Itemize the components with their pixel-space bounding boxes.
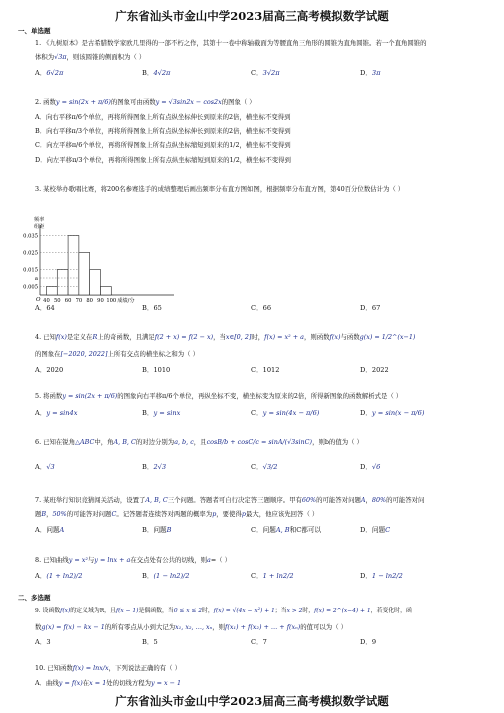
- q4-option-d[interactable]: D．2022: [360, 366, 389, 374]
- q2-option-b[interactable]: B．向右平移π/3个单位，再将所得图象上所有点纵坐标伸长到原来的2倍，横坐标不变得到: [35, 127, 291, 135]
- histogram-bar: [100, 287, 111, 296]
- q1-line-2: 体积为√3π，则该圆锥的侧面积为（ ）: [35, 53, 146, 61]
- q7-line-1: 7. 某班举行知识竞猜闯关活动，设置了A, B, C三个问题。答题者可自行决定答三题顺序。甲有60%的可能答对问题A，80%的可能答对问: [35, 496, 425, 504]
- q4-line-1: 4. 已知f(x)是定义在R上的奇函数，且满足f(2 + x) = f(2 − x)，当x∈[0, 2]时，f(x) = x² + a，则函数f(x)与函数g(x) = 1/2^(x−1): [35, 333, 416, 341]
- origin-label: O: [36, 297, 41, 303]
- x-axis-label: 成绩/分: [117, 298, 135, 304]
- q2-option-a[interactable]: A．向右平移π/6个单位，再将所得图象上所有点纵坐标伸长到原来的2倍，横坐标不变得到: [35, 113, 291, 121]
- x-tick-label: 100: [106, 298, 117, 304]
- q1-line-1: 1. 《九树原本》是古希腊数学家欧几里得的一部不朽之作，其第十一卷中称轴截面为等腰直角三角形的圆锥为直角圆锥。若一个直角圆锥的: [35, 39, 427, 47]
- q4-option-c[interactable]: C．1012: [251, 366, 280, 374]
- x-tick-label: 90: [97, 298, 104, 304]
- q5-option-b[interactable]: B．y = sinx: [142, 409, 181, 417]
- y-axis-label-bottom: 组距: [34, 224, 45, 230]
- q8-option-d[interactable]: D．1 − ln2/2: [360, 572, 403, 580]
- q6-stem: 6. 已知在锐角△ABC中，角A, B, C的对边分别为a, b, c，且cosB/b + cosC/c = sinA/(√3sinC)，则b的值为（ ）: [35, 438, 363, 446]
- q7-option-a[interactable]: A．问题A: [35, 526, 65, 534]
- q9-option-c[interactable]: C．7: [251, 638, 267, 646]
- q3-option-c[interactable]: C．66: [251, 304, 272, 312]
- q6-option-b[interactable]: B．2√3: [142, 463, 167, 471]
- q2-option-c[interactable]: C．向左平移π/6个单位，再将所得图象上所有点纵坐标缩短到原来的1/2，横坐标不变得到: [35, 141, 291, 149]
- q4-option-a[interactable]: A．2020: [35, 366, 64, 374]
- q3-option-b[interactable]: B．65: [142, 304, 162, 312]
- y-axis-label-top: 频率: [34, 217, 45, 223]
- q9-option-d[interactable]: D．9: [360, 638, 377, 646]
- histogram-chart: [23, 217, 184, 304]
- q2-stem: 2. 函数y = sin(2x + π/6)的图象可由函数y = √3sin2x − cos2x的图象（ ）: [35, 98, 256, 106]
- q3-option-d[interactable]: D．67: [360, 304, 381, 312]
- q1-option-b[interactable]: B．4√2π: [142, 69, 171, 77]
- q9-line-2: 数g(x) = f(x) − kx − 1的所有零点从小到大记为x₁, x₂, …, xₙ，则f(x₁) + f(x₂) + … + f(xₙ)的值可以为（ ）: [35, 623, 348, 631]
- x-tick-label: 80: [86, 298, 93, 304]
- q9-line-1: 9. 设函数f(x)的定义域为R，且f(x − 1)是偶函数，当0 ≤ x ≤ 2时，f(x) = √(4x − x²) + 1；当x > 2时，f(x) = 2^(x−4) + 1，若变化时，函: [35, 608, 412, 614]
- histogram-bar: [57, 270, 68, 296]
- x-tick-label: 60: [64, 298, 72, 304]
- page-title: 广东省汕头市金山中学2023届高三高考模拟数学试题: [115, 9, 389, 23]
- y-tick-label: 0.025: [23, 250, 38, 257]
- q9-option-a[interactable]: A．3: [35, 638, 51, 646]
- q5-option-c[interactable]: C．y = sin(4x − π/6): [251, 409, 320, 417]
- section-heading-single-choice: 一、单选题: [18, 27, 51, 35]
- y-tick-label: 0.035: [23, 233, 38, 240]
- histogram-bar: [79, 253, 90, 296]
- x-tick-label: 70: [75, 298, 83, 304]
- section-heading-multi-choice: 二、多选题: [18, 594, 51, 602]
- q7-option-b[interactable]: B．问题B: [142, 526, 172, 534]
- q1-option-a[interactable]: A．6√2π: [35, 69, 64, 77]
- q3-option-a[interactable]: A．64: [35, 304, 55, 312]
- q3-stem: 3. 某校举办歌唱比赛，将200名参赛选手的成绩整理后画出频率分布直方图如图，根据频率分布直方图，第40百分位数估计为（ ）: [35, 185, 405, 193]
- q7-line-2: 题B，50%的可能答对问题C。记答题者连续答对两题的概率为p，要使得p最大，他应该先回答（ ）: [35, 510, 319, 518]
- q5-option-d[interactable]: D．y = sin(x − π/6): [360, 409, 425, 417]
- histogram-bar: [46, 287, 57, 296]
- q2-option-d[interactable]: D．向左平移π/3个单位，再将所得图象上所有点纵坐标缩短到原来的1/2，横坐标不变得到: [35, 156, 291, 164]
- q1-option-d[interactable]: D．3π: [360, 69, 381, 77]
- q5-stem: 5. 将函数y = sin(2x + π/6)的图象向右平移π/6个单位，再纵坐标不变，横坐标变为原来的2倍，所得新图象的函数解析式是（ ）: [35, 392, 403, 400]
- q8-option-a[interactable]: A．(1 + ln2)/2: [35, 572, 83, 580]
- y-tick-label: 0.015: [23, 267, 38, 274]
- x-tick-label: 40: [43, 298, 50, 304]
- page-footer-title: 广东省汕头市金山中学2023届高三高考模拟数学试题: [115, 694, 389, 708]
- x-tick-label: 50: [53, 298, 61, 304]
- q6-option-c[interactable]: C．√3/2: [251, 463, 278, 471]
- histogram-bar: [90, 270, 101, 296]
- q6-option-a[interactable]: A．√3: [35, 463, 55, 471]
- q4-option-b[interactable]: B．1010: [142, 366, 171, 374]
- q7-option-c[interactable]: C．问题A, B和C都可以: [251, 526, 322, 534]
- q9-option-b[interactable]: B．5: [142, 638, 158, 646]
- q6-option-d[interactable]: D．√6: [360, 463, 381, 471]
- y-tick-label: 0.005: [23, 284, 38, 291]
- q8-option-c[interactable]: C．1 + ln2/2: [251, 572, 294, 580]
- q10-option-a[interactable]: A．曲线y = f(x)在x = 1处的切线方程为y = x − 1: [35, 679, 182, 687]
- q7-option-d[interactable]: D．问题C: [360, 526, 391, 534]
- q8-stem: 8. 已知曲线y = x²与y = lnx + a在交点处有公共的切线，则a=（ ）: [35, 556, 231, 564]
- q8-option-b[interactable]: B．(1 − ln2)/2: [142, 572, 190, 580]
- q1-option-c[interactable]: C．3√2π: [251, 69, 280, 77]
- q10-stem: 10. 已知函数f(x) = lnx/x，下列说法正确的有（ ）: [35, 664, 181, 672]
- histogram-bar: [68, 236, 79, 296]
- y-tick-label: a: [34, 275, 38, 282]
- q5-option-a[interactable]: A．y = sin4x: [35, 409, 78, 417]
- q4-line-2: 的图象在[−2020, 2022]上所有交点的横坐标之和为（ ）: [35, 350, 199, 358]
